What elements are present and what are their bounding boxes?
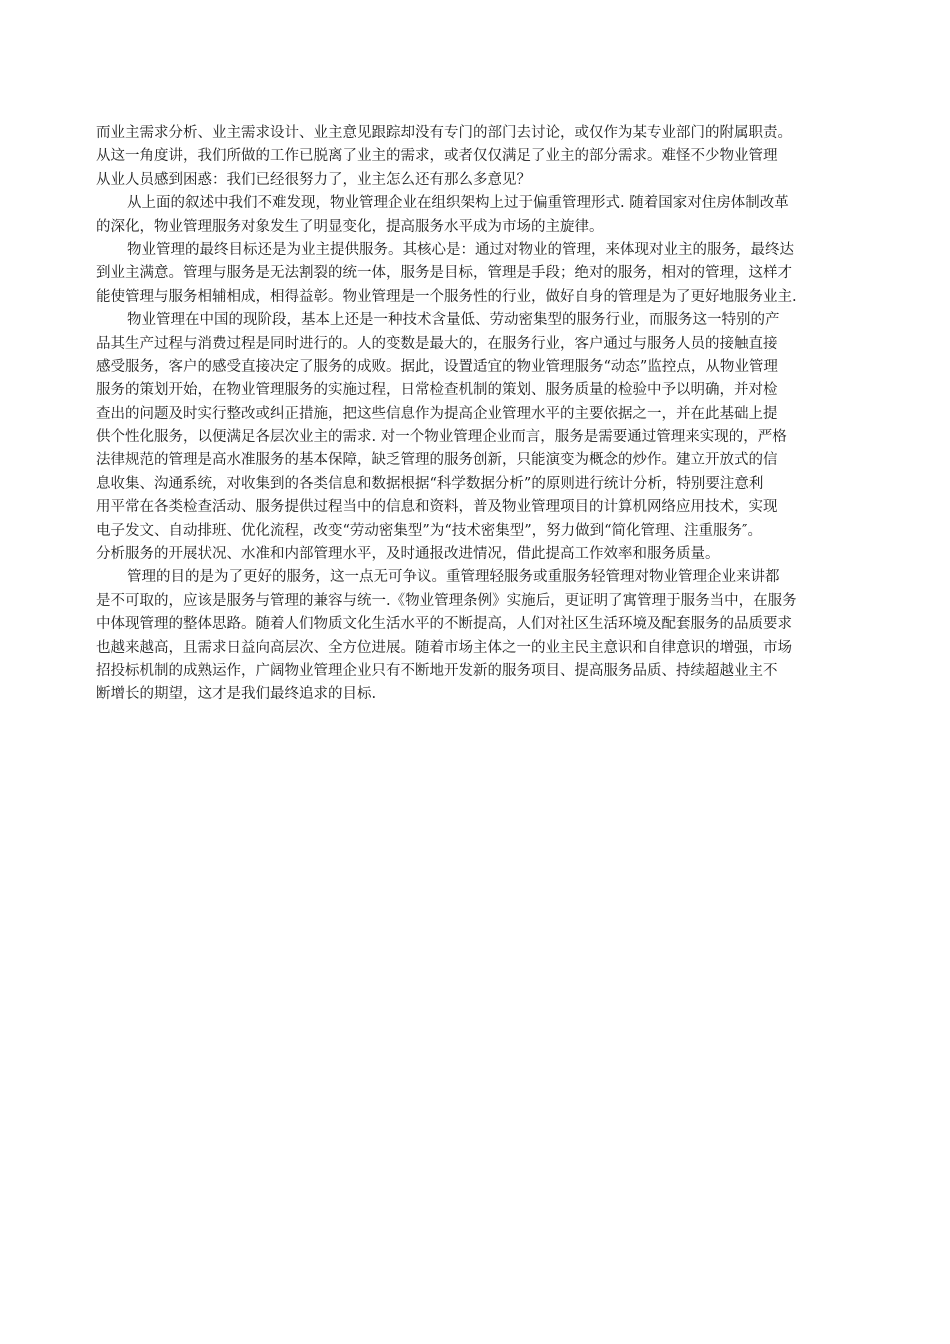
text-line: 招投标机制的成熟运作，广阔物业管理企业只有不断地开发新的服务项目、提高服务品质、持续超越业主不 bbox=[96, 662, 778, 679]
text-line: 法律规范的管理是高水准服务的基本保障，缺乏管理的服务创新，只能演变为概念的炒作。建立开放式的信 bbox=[96, 452, 778, 469]
text-line: 能使管理与服务相辅相成，相得益彰。物业管理是一个服务性的行业，做好自身的管理是为了更好地服务业主. bbox=[96, 288, 797, 305]
text-line: 的深化，物业管理服务对象发生了明显变化，提高服务水平成为市场的主旋律。 bbox=[96, 218, 604, 235]
text-line: 而业主需求分析、业主需求设计、业主意见跟踪却没有专门的部门去讨论，或仅作为某专业部门的附属职责。 bbox=[96, 125, 792, 141]
text-line: 供个性化服务，以便满足各层次业主的需求. 对一个物业管理企业而言，服务是需要通过管理来实现的，严格 bbox=[96, 429, 787, 446]
text-line: 感受服务，客户的感受直接决定了服务的成败。据此，设置适宜的物业管理服务“动态”监控点，从物业管理 bbox=[96, 358, 778, 375]
text-line: 分析服务的开展状况、水准和内部管理水平，及时通报改进情况，借此提高工作效率和服务质量。 bbox=[96, 546, 720, 563]
paragraph-first-line: 物业管理在中国的现阶段，基本上还是一种技术含量低、劳动密集型的服务行业，而服务这一特别的产 bbox=[127, 312, 780, 329]
text-line: 电子发文、自动排班、优化流程，改变“劳动密集型”为“技术密集型”，努力做到“简化管理、注重服务″。 bbox=[96, 522, 762, 539]
text-line: 中体现管理的整体思路。随着人们物质文化生活水平的不断提高，人们对社区生活环境及配套服务的品质要求 bbox=[96, 616, 792, 633]
text-line: 查出的问题及时实行整改或纠正措施，把这些信息作为提高企业管理水平的主要依据之一，并在此基础上提 bbox=[96, 405, 778, 422]
text-line: 是不可取的，应该是服务与管理的兼容与统一.《物业管理条例》实施后，更证明了寓管理于服务当中，在服务 bbox=[96, 592, 797, 609]
document-body bbox=[96, 122, 876, 707]
text-line: 从这一角度讲，我们所做的工作已脱离了业主的需求，或者仅仅满足了业主的部分需求。难怪不少物业管理 bbox=[96, 148, 778, 165]
text-line: 用平常在各类检查活动、服务提供过程当中的信息和资料，普及物业管理项目的计算机网络应用技术，实现 bbox=[96, 499, 778, 516]
text-line: 从业人员感到困惑：我们已经很努力了，业主怎么还有那么多意见？ bbox=[96, 171, 531, 188]
text-line: 息收集、沟通系统，对收集到的各类信息和数据根据“科学数据分析”的原则进行统计分析，特别要注意利 bbox=[96, 475, 764, 492]
paragraph-first-line: 从上面的叙述中我们不难发现，物业管理企业在组织架构上过于偏重管理形式. 随着国家对住房体制改革 bbox=[127, 195, 789, 212]
text-line: 到业主满意。管理与服务是无法割裂的统一体，服务是目标，管理是手段；绝对的服务，相对的管理，这样才 bbox=[96, 265, 792, 282]
text-line: 服务的策划开始，在物业管理服务的实施过程，日常检查机制的策划、服务质量的检验中予以明确，并对检 bbox=[96, 382, 778, 399]
text-line: 断增长的期望，这才是我们最终追求的目标. bbox=[96, 686, 377, 703]
text-line: 也越来越高，且需求日益向高层次、全方位进展。随着市场主体之一的业主民主意识和自律意识的增强，市场 bbox=[96, 639, 792, 656]
paragraph-first-line: 物业管理的最终目标还是为业主提供服务。其核心是：通过对物业的管理，来体现对业主的服务，最终达 bbox=[127, 241, 794, 258]
text-line: 品其生产过程与消费过程是同时进行的。人的变数是最大的，在服务行业，客户通过与服务人员的接触直接 bbox=[96, 335, 778, 352]
paragraph-first-line: 管理的目的是为了更好的服务，这一点无可争议。重管理轻服务或重服务轻管理对物业管理企业来讲都 bbox=[127, 569, 780, 586]
